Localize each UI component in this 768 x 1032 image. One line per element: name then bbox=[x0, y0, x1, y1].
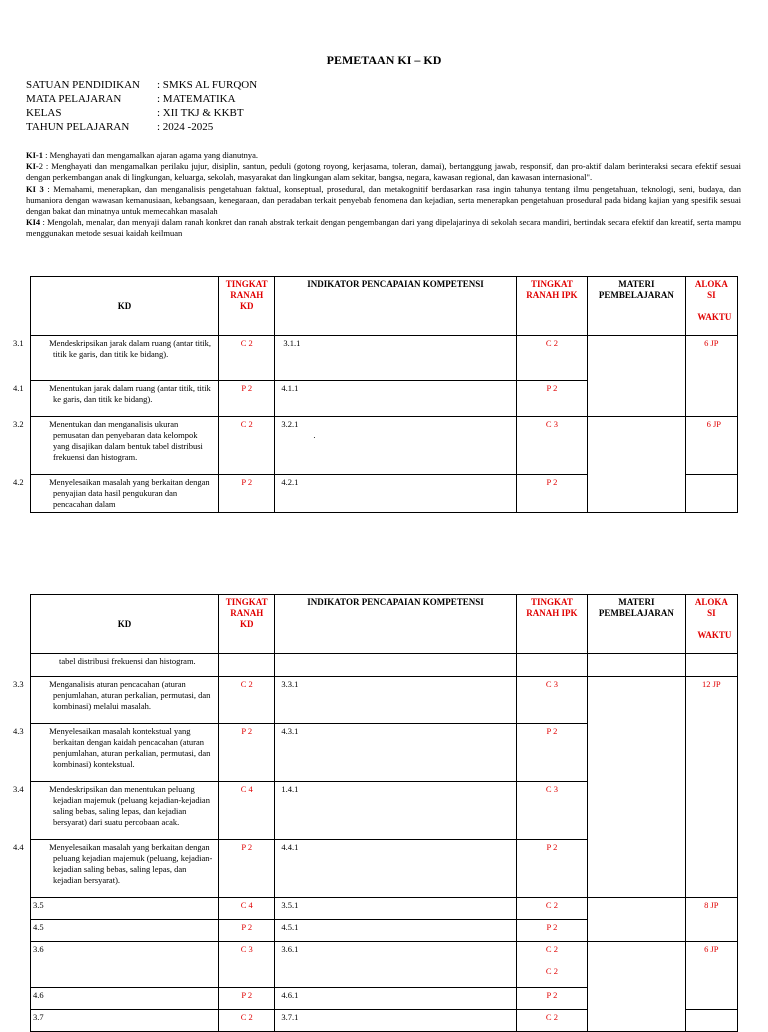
ipk-cell: 3.7.1 bbox=[275, 1010, 516, 1032]
kd-cell: 3.3 Menganalisis aturan pencacahan (aturan penjumlahan, aturan perkalian, permutasi, dan kombinasi) melalui masalah. bbox=[31, 677, 219, 724]
identity-value: : SMKS AL FURQON bbox=[157, 79, 258, 91]
ki-code: KI4 bbox=[26, 217, 41, 228]
ipk-cell: 3.2.1 . bbox=[275, 417, 516, 475]
ranah-kd-cell: C 2 bbox=[219, 1010, 275, 1032]
identity-value: : MATEMATIKA bbox=[157, 93, 236, 105]
mapping-table-2 bbox=[13, 594, 738, 1032]
ranah-ipk-cell: P 2 bbox=[516, 988, 587, 1010]
kd-cell: 3.1 Mendeskripsikan jarak dalam ruang (antar titik, titik ke garis, dan titik ke bidang). bbox=[31, 336, 219, 381]
alokasi-cell bbox=[685, 1010, 737, 1032]
ki-3-paragraph bbox=[26, 184, 741, 218]
ranah-ipk-cell: C 2 bbox=[516, 898, 587, 920]
identity-label: TAHUN PELAJARAN bbox=[26, 121, 130, 133]
header-tingkat-ranah-kd: TINGKAT RANAH KD bbox=[219, 277, 275, 336]
materi-cell bbox=[588, 898, 686, 942]
header-kd: KD bbox=[31, 277, 219, 336]
ranah-kd-cell: C 3 bbox=[219, 942, 275, 988]
ki-code: KI- bbox=[26, 161, 39, 172]
ranah-ipk-cell: C 3 bbox=[516, 417, 587, 475]
ipk-cell: 4.3.1 bbox=[275, 724, 516, 782]
ranah-kd-cell: P 2 bbox=[219, 840, 275, 898]
kd-cell: 3.5 bbox=[31, 898, 219, 920]
table-row bbox=[31, 654, 738, 677]
page-title: PEMETAAN KI – KD bbox=[326, 53, 442, 67]
ranah-ipk-cell: C 3 bbox=[516, 782, 587, 840]
header-row bbox=[31, 595, 738, 654]
ranah-ipk-cell: P 2 bbox=[516, 724, 587, 782]
table-row bbox=[31, 417, 738, 475]
materi-cell bbox=[588, 336, 686, 417]
header-alokasi: ALOKA SI WAKTU bbox=[685, 277, 737, 336]
identity-row bbox=[26, 78, 257, 92]
table-row bbox=[31, 942, 738, 988]
header-ipk: INDIKATOR PENCAPAIAN KOMPETENSI bbox=[275, 277, 516, 336]
ranah-ipk-cell: C 2 C 2 bbox=[516, 942, 587, 988]
ranah-kd-cell: P 2 bbox=[219, 988, 275, 1010]
header-materi: MATERI PEMBELAJARAN bbox=[588, 595, 686, 654]
alokasi-cell: 6 JP bbox=[685, 417, 737, 475]
ranah-ipk-cell: C 2 bbox=[516, 1010, 587, 1032]
materi-cell bbox=[588, 417, 686, 513]
kd-cell: 4.6 bbox=[31, 988, 219, 1010]
ipk-cell: 4.6.1 bbox=[275, 988, 516, 1010]
ranah-kd-cell: C 4 bbox=[219, 898, 275, 920]
alokasi-cell: 8 JP bbox=[685, 898, 737, 942]
ranah-kd-cell bbox=[219, 654, 275, 677]
header-tingkat-ranah-ipk: TINGKAT RANAH IPK bbox=[516, 277, 587, 336]
ki-text: : Memahami, menerapkan, dan menganalisis pengetahuan faktual, konseptual, prosedural, dan metakognitif berdasarkan rasa ingin tahunya tentang ilmu pengetahuan, teknologi, seni, budaya, dan humaniora dengan wawasan kemanusiaan, kebangsaan, kenegaraan, dan peradaban terkait penyebab fenomena dan kejadian, serta menerapkan pengetahuan prosedural pada bidang kajian yang spesifik sesuai dengan bakat dan minatnya untuk memecahkan masalah bbox=[26, 183, 742, 217]
ki-text: 2 : Menghayati dan mengamalkan perilaku jujur, disiplin, santun, peduli (gotong royong, kerjasama, toleran, damai), bertanggung jawab, responsif, dan pro-aktif dalam berinteraksi secara efektif sesuai dengan perkembangan anak di lingkungan, keluarga, sekolah, masyarakat dan lingkungan alam sekitar, bangsa, negara, kawasan regional, dan kawasan internasional". bbox=[26, 161, 741, 183]
table-row bbox=[31, 336, 738, 381]
ipk-cell: 4.2.1 bbox=[275, 475, 516, 513]
header-tingkat-ranah-ipk: TINGKAT RANAH IPK bbox=[516, 595, 587, 654]
kd-cell: 3.7 bbox=[31, 1010, 219, 1032]
identity-value: : XII TKJ & KKBT bbox=[157, 107, 244, 119]
alokasi-cell: 6 JP bbox=[685, 942, 737, 1010]
alokasi-cell: 6 JP bbox=[685, 336, 737, 417]
materi-cell bbox=[588, 654, 686, 677]
ranah-kd-cell: C 4 bbox=[219, 782, 275, 840]
ranah-ipk-cell bbox=[516, 654, 587, 677]
ki-section bbox=[26, 150, 741, 240]
identity-label: MATA PELAJARAN bbox=[26, 93, 122, 105]
ipk-cell: 3.6.1 bbox=[275, 942, 516, 988]
ranah-kd-cell: P 2 bbox=[219, 920, 275, 942]
header-tingkat-ranah-kd: TINGKAT RANAH KD bbox=[219, 595, 275, 654]
identity-label: SATUAN PENDIDIKAN bbox=[26, 79, 140, 91]
ranah-kd-cell: C 2 bbox=[219, 417, 275, 475]
ipk-cell: 4.5.1 bbox=[275, 920, 516, 942]
ranah-ipk-cell: C 3 bbox=[516, 677, 587, 724]
ranah-kd-cell: C 2 bbox=[219, 336, 275, 381]
ipk-cell: 3.5.1 bbox=[275, 898, 516, 920]
header-alokasi: ALOKA SI WAKTU bbox=[685, 595, 737, 654]
identity-value: : 2024 -2025 bbox=[157, 121, 214, 133]
ki-code: KI-1 bbox=[26, 150, 43, 160]
ipk-cell: 4.1.1 bbox=[275, 381, 516, 417]
ipk-cell: 3.1.1 bbox=[275, 336, 516, 381]
alokasi-cell bbox=[685, 654, 737, 677]
table-row bbox=[31, 677, 738, 724]
identity-row bbox=[26, 92, 257, 106]
kd-cell: 4.5 bbox=[31, 920, 219, 942]
header-kd: KD bbox=[31, 595, 219, 654]
kd-cell: 4.3 Menyelesaikan masalah kontekstual yang berkaitan dengan kaidah pencacahan (aturan penjumlahan, aturan perkalian, permutasi, dan kombinasi) kontekstual. bbox=[31, 724, 219, 782]
materi-cell bbox=[588, 942, 686, 1032]
mapping-table-1 bbox=[13, 276, 738, 513]
alokasi-cell: 12 JP bbox=[685, 677, 737, 898]
kd-cell: 3.6 bbox=[31, 942, 219, 988]
header-materi: MATERI PEMBELAJARAN bbox=[588, 277, 686, 336]
kd-cell: 3.4 Mendeskripsikan dan menentukan peluang kejadian majemuk (peluang kejadian-kejadian saling bebas, saling lepas, dan kejadian bersyarat) dari suatu percobaan acak. bbox=[31, 782, 219, 840]
ranah-ipk-cell: P 2 bbox=[516, 381, 587, 417]
ranah-ipk-cell: P 2 bbox=[516, 475, 587, 513]
ki-text: : Menghayati dan mengamalkan ajaran agama yang dianutnya. bbox=[43, 150, 259, 160]
ranah-ipk-cell: P 2 bbox=[516, 920, 587, 942]
ranah-kd-cell: P 2 bbox=[219, 475, 275, 513]
ipk-cell: 4.4.1 bbox=[275, 840, 516, 898]
header-row bbox=[31, 277, 738, 336]
ki-text: : Mengolah, menalar, dan menyaji dalam ranah konkret dan ranah abstrak terkait dengan pengembangan dari yang dipelajarinya di sekolah secara mandiri, bertindak secara efektif dan kreatif, serta mampu menggunakan metode sesuai kaidah keilmuan bbox=[26, 217, 742, 239]
ki-code: KI 3 bbox=[26, 183, 44, 194]
identity-row bbox=[26, 120, 257, 134]
ranah-kd-cell: P 2 bbox=[219, 381, 275, 417]
ranah-kd-cell: C 2 bbox=[219, 677, 275, 724]
table-row bbox=[31, 898, 738, 920]
ranah-ipk-cell: P 2 bbox=[516, 840, 587, 898]
ranah-kd-cell: P 2 bbox=[219, 724, 275, 782]
header-ipk: INDIKATOR PENCAPAIAN KOMPETENSI bbox=[275, 595, 516, 654]
kd-cell: 4.1 Menentukan jarak dalam ruang (antar titik, titik ke garis, dan titik ke bidang). bbox=[31, 381, 219, 417]
identity-block bbox=[26, 78, 257, 134]
identity-row bbox=[26, 106, 257, 120]
ipk-cell bbox=[275, 654, 516, 677]
ki-2-paragraph bbox=[26, 161, 741, 183]
ipk-cell: 1.4.1 bbox=[275, 782, 516, 840]
kd-cell: tabel distribusi frekuensi dan histogram. bbox=[31, 654, 219, 677]
identity-label: KELAS bbox=[26, 107, 62, 119]
ki-4-paragraph bbox=[26, 217, 741, 239]
ranah-ipk-cell: C 2 bbox=[516, 336, 587, 381]
kd-cell: 4.2 Menyelesaikan masalah yang berkaitan dengan penyajian data hasil pengukuran dan pencacahan dalam bbox=[31, 475, 219, 513]
kd-cell: 3.2 Menentukan dan menganalisis ukuran pemusatan dan penyebaran data kelompok yang disajikan dalam bentuk tabel distribusi frekuensi dan histogram. bbox=[31, 417, 219, 475]
kd-cell: 4.4 Menyelesaikan masalah yang berkaitan dengan peluang kejadian majemuk (peluang, kejadian-kejadian saling bebas, saling lepas, dan kejadian bersyarat). bbox=[31, 840, 219, 898]
materi-cell bbox=[588, 677, 686, 898]
ki-1-paragraph bbox=[26, 150, 741, 161]
ipk-cell: 3.3.1 bbox=[275, 677, 516, 724]
alokasi-cell bbox=[685, 475, 737, 513]
